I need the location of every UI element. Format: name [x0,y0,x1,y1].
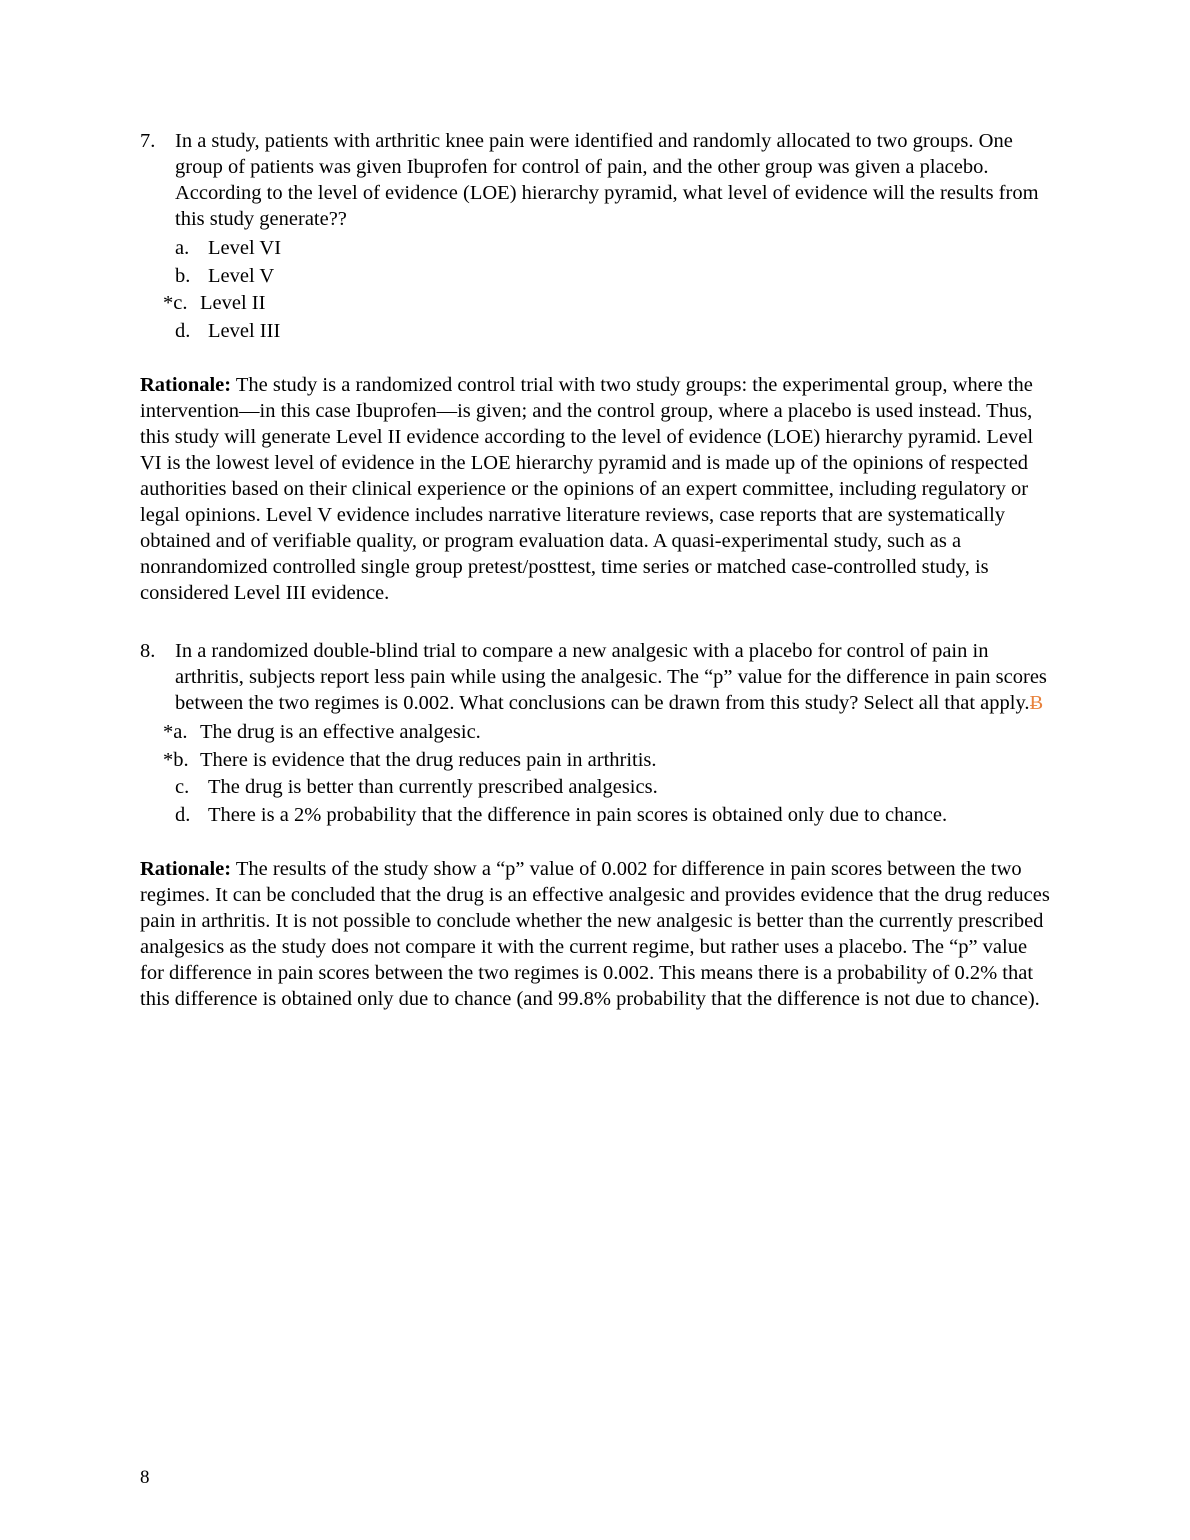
answer-option-a [140,235,1050,263]
option-text: The drug is better than currently prescribed analgesics. [208,776,658,798]
answer-option-a-correct [140,719,1050,747]
option-text: Level V [208,264,275,287]
option-marker: d. [175,319,191,342]
annotation-mark: Ƀ [1029,692,1044,714]
answer-option-b-correct [140,747,1050,775]
question-7 [140,128,1050,345]
option-text: Level III [208,319,281,342]
option-text: Level VI [208,237,282,259]
option-marker: d. [175,803,191,826]
option-marker: *b. [163,748,189,771]
rationale-label: Rationale: [140,374,232,396]
rationale-8 [140,856,1050,1012]
option-marker: a. [175,237,190,259]
question-7-stem [140,128,1050,232]
rationale-label: Rationale: [140,858,232,880]
option-text: There is evidence that the drug reduces pain in arthritis. [200,748,657,771]
question-text [175,638,1050,716]
page-number: 8 [140,1467,150,1488]
answer-option-d [140,318,1050,346]
question-7-options [140,235,1050,345]
answer-option-d [140,802,1050,830]
question-text: In a study, patients with arthritic knee pain were identified and randomly allocated to two groups. One group of patients was given Ibuprofen for control of pain, and the other group was given a placebo. According to the level of evidence (LOE) hierarchy pyramid, what level of evidence will the results from this study generate?? [175,130,1039,230]
question-text-body: In a randomized double-blind trial to compare a new analgesic with a placebo for control of pain in arthritis, subjects report less pain while using the analgesic. The “p” value for the difference in pain scores between the two regimes is 0.002. What conclusions can be drawn from this study? Select all that apply. [175,640,1047,714]
question-8-options [140,719,1050,829]
question-8-stem [140,638,1050,716]
option-marker: *c. [163,292,188,314]
question-8 [140,638,1050,829]
answer-option-c-correct [140,290,1050,318]
option-text: Level II [200,292,266,314]
option-marker: b. [175,264,191,287]
option-text: The drug is an effective analgesic. [200,721,481,743]
answer-option-c [140,774,1050,802]
answer-option-b [140,263,1050,291]
option-marker: *a. [163,721,188,743]
rationale-7 [140,372,1050,606]
option-marker: c. [175,776,190,798]
question-number: 7. [140,130,156,152]
option-text: There is a 2% probability that the difference in pain scores is obtained only due to chance. [208,803,948,826]
rationale-text: The results of the study show a “p” value of 0.002 for difference in pain scores between the two regimes. It can be concluded that the drug is an effective analgesic and provides evidence that the drug reduces pain in arthritis. It is not possible to conclude whether the new analgesic is better than the currently prescribed analgesics as the study does not compare it with the current regime, but rather uses a placebo. The “p” value for difference in pain scores between the two regimes is 0.002. This means there is a probability of 0.2% that this difference is obtained only due to chance (and 99.8% probability that the difference is not due to chance). [140,858,1050,1010]
question-number: 8. [140,640,156,662]
rationale-text: The study is a randomized control trial with two study groups: the experimental group, where the intervention—in this case Ibuprofen—is given; and the control group, where a placebo is used instead. Thus, this study will generate Level II evidence according to the level of evidence (LOE) hierarchy pyramid. Level VI is the lowest level of evidence in the LOE hierarchy pyramid and is made up of the opinions of respected authorities based on their clinical experience or the opinions of an expert committee, including regulatory or legal opinions. Level V evidence includes narrative literature reviews, case reports that are systematically obtained and of verifiable quality, or program evaluation data. A quasi-experimental study, such as a nonrandomized controlled single group pretest/posttest, time series or matched case-controlled study, is considered Level III evidence. [140,374,1034,604]
